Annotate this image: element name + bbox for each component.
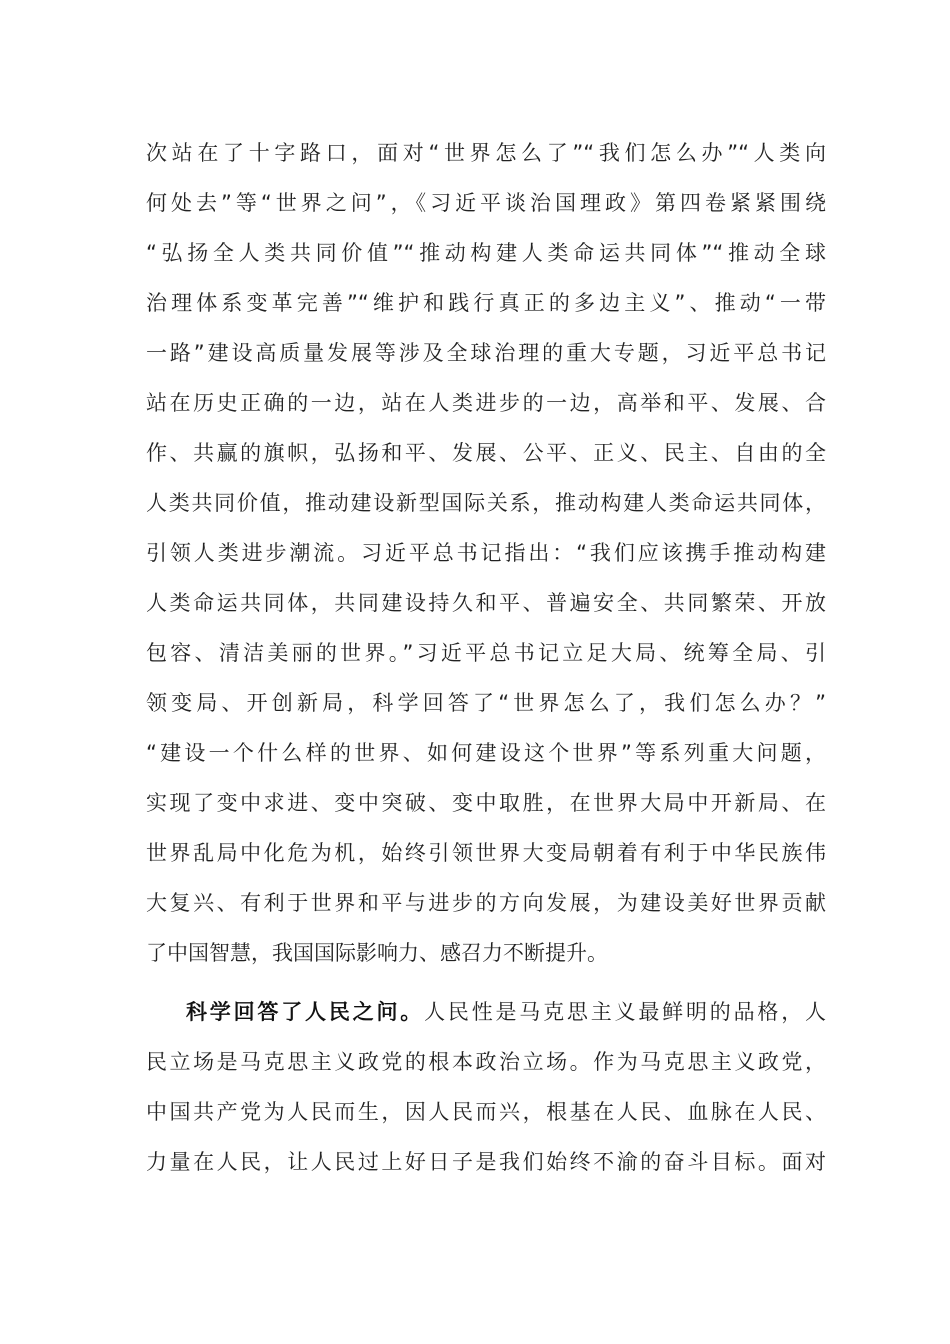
text-line: 一路”建设高质量发展等涉及全球治理的重大专题，习近平总书记 — [146, 341, 826, 365]
text-line: 站在历史正确的一边，站在人类进步的一边，高举和平、发展、合 — [146, 391, 826, 415]
text-line: 民立场是马克思主义政党的根本政治立场。作为马克思主义政党， — [146, 1050, 826, 1074]
text-line: 治理体系变革完善”“维护和践行真正的多边主义”、推动“一带 — [146, 291, 826, 315]
text-line: 作、共赢的旗帜，弘扬和平、发展、公平、正义、民主、自由的全 — [146, 441, 826, 465]
text-line: 引领人类进步潮流。习近平总书记指出：“我们应该携手推动构建 — [146, 541, 826, 565]
text-line: 实现了变中求进、变中突破、变中取胜，在世界大局中开新局、在 — [146, 791, 826, 815]
text-line: 次站在了十字路口，面对“世界怎么了”“我们怎么办”“人类向 — [146, 141, 826, 165]
paragraph-heading: 科学回答了人民之问。 — [186, 1000, 425, 1024]
text-line: 大复兴、有利于世界和平与进步的方向发展，为建设美好世界贡献 — [146, 891, 826, 915]
text-line: 世界乱局中化危为机，始终引领世界大变局朝着有利于中华民族伟 — [146, 841, 826, 865]
text-line: “建设一个什么样的世界、如何建设这个世界”等系列重大问题， — [146, 741, 826, 765]
text-line: 力量在人民，让人民过上好日子是我们始终不渝的奋斗目标。面对 — [146, 1150, 826, 1174]
text-line: 领变局、开创新局，科学回答了“世界怎么了，我们怎么办？” — [146, 691, 826, 715]
text-line: 包容、清洁美丽的世界。”习近平总书记立足大局、统筹全局、引 — [146, 641, 826, 665]
text-line: “弘扬全人类共同价值”“推动构建人类命运共同体”“推动全球 — [146, 241, 826, 265]
text-line: 何处去”等“世界之问”，《习近平谈治国理政》第四卷紧紧围绕 — [146, 191, 826, 215]
paragraph-people-question — [146, 987, 826, 1187]
text-line — [146, 987, 826, 1037]
text-line: 人类共同价值，推动建设新型国际关系，推动构建人类命运共同体， — [146, 491, 826, 515]
text-line: 中国共产党为人民而生，因人民而兴，根基在人民、血脉在人民、 — [146, 1100, 826, 1124]
text-line: 人类命运共同体，共同建设持久和平、普遍安全、共同繁荣、开放 — [146, 591, 826, 615]
text-line: 了中国智慧，我国国际影响力、感召力不断提升。 — [146, 941, 608, 965]
paragraph-text: 人民性是马克思主义最鲜明的品格，人 — [424, 1000, 826, 1024]
paragraph-world-question — [146, 128, 826, 978]
